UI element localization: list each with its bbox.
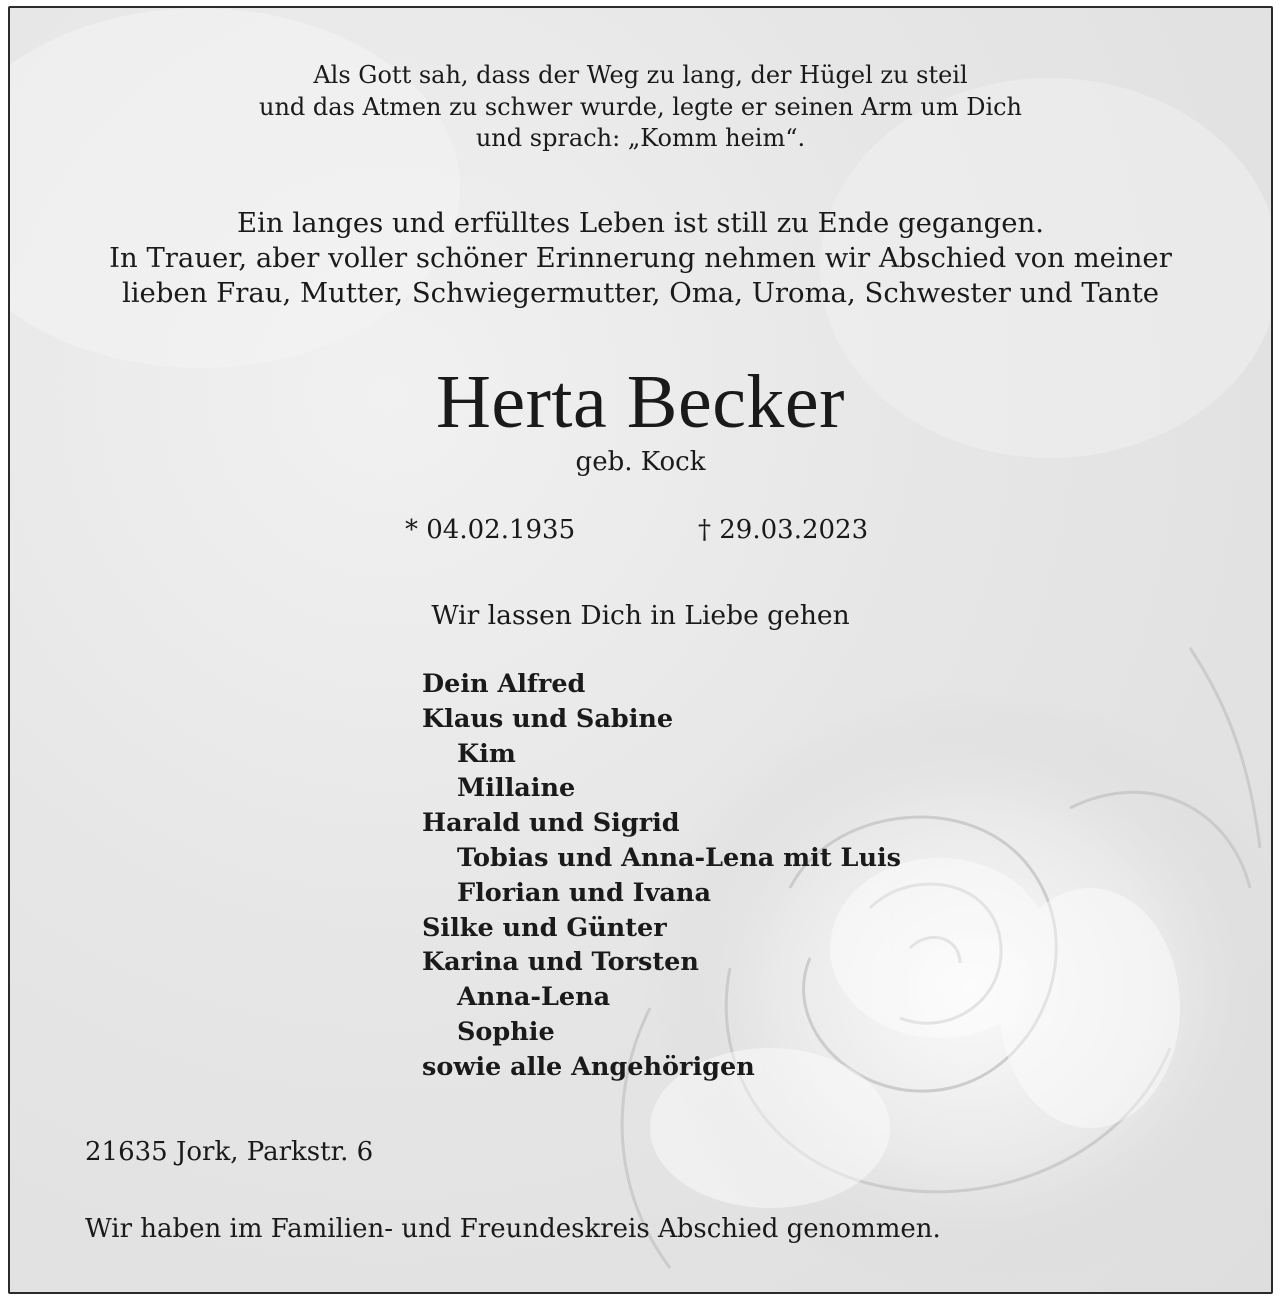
intro-line: In Trauer, aber voller schöner Erinnerung nehmen wir Abschied von meiner <box>109 242 1172 274</box>
opening-quote <box>10 60 1271 155</box>
intro-line: lieben Frau, Mutter, Schwiegermutter, Oma, Uroma, Schwester und Tante <box>121 277 1160 309</box>
quote-line: Als Gott sah, dass der Weg zu lang, der Hügel zu steil <box>313 61 968 89</box>
intro-line: Ein langes und erfülltes Leben ist still zu Ende gegangen. <box>237 207 1044 239</box>
birth-date: * 04.02.1935 <box>405 515 576 545</box>
family-member: Dein Alfred <box>422 669 586 699</box>
family-member: Harald und Sigrid <box>422 808 680 839</box>
maiden-name: geb. Kock <box>575 447 706 477</box>
family-list <box>422 667 901 1085</box>
family-member: Florian und Ivana <box>457 877 711 908</box>
address: 21635 Jork, Parkstr. 6 <box>85 1137 374 1167</box>
family-member: Karina und Torsten <box>422 947 699 978</box>
family-member: Silke und Günter <box>422 912 667 943</box>
quote-line: und das Atmen zu schwer wurde, legte er seinen Arm um Dich <box>258 92 1023 121</box>
intro-text <box>10 206 1271 311</box>
deceased-name: Herta Becker <box>436 360 845 444</box>
family-member: Kim <box>457 738 516 769</box>
rose-background-image <box>10 8 1271 1292</box>
family-member: Sophie <box>457 1016 555 1047</box>
family-member: sowie alle Angehörigen <box>422 1051 755 1082</box>
family-member: Klaus und Sabine <box>422 703 674 734</box>
family-member: Anna-Lena <box>457 982 611 1013</box>
closing-note: Wir haben im Familien- und Freundeskreis Abschied genommen. <box>85 1214 941 1244</box>
family-member: Millaine <box>457 773 576 804</box>
death-date: † 29.03.2023 <box>698 515 869 545</box>
farewell-line: Wir lassen Dich in Liebe gehen <box>431 600 850 631</box>
obituary-notice <box>8 6 1273 1294</box>
quote-line: und sprach: „Komm heim“. <box>475 124 806 152</box>
family-member: Tobias und Anna-Lena mit Luis <box>457 842 902 873</box>
